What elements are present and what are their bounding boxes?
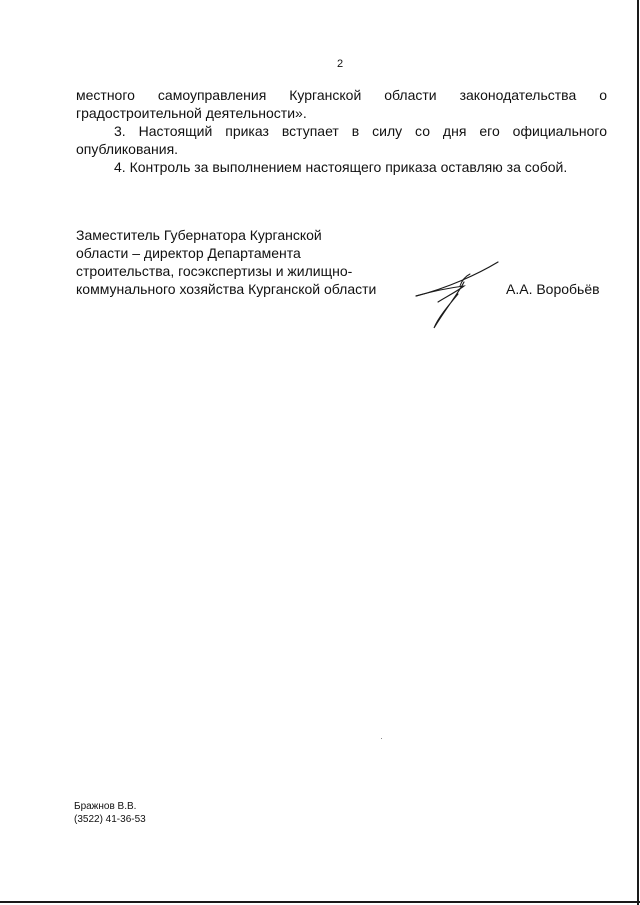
clause-4: 4. Контроль за выполнением настоящего приказа оставляю за собой. <box>114 159 568 175</box>
handwritten-signature <box>408 258 508 334</box>
executor-footer <box>74 800 146 826</box>
scan-edge-right <box>637 0 639 905</box>
document-body <box>76 86 607 176</box>
scan-edge-bottom <box>0 901 640 903</box>
clause-3-line-1: 3. Настоящий приказ вступает в силу со дня его официального <box>114 123 607 139</box>
clause-3-line-2: опубликования. <box>76 141 179 157</box>
signatory-title-line-4: коммунального хозяйства Курганской области <box>76 281 377 297</box>
signatory-title-line-2: области – директор Департамента <box>76 245 301 261</box>
signatory-name: А.А. Воробьёв <box>506 281 600 297</box>
body-line-2: градостроительной деятельности». <box>76 105 307 121</box>
signatory-title-line-1: Заместитель Губернатора Курганской <box>76 227 322 243</box>
executor-name: Бражнов В.В. <box>74 801 137 812</box>
scan-speck <box>381 738 382 739</box>
signatory-title-line-3: строительства, госэкспертизы и жилищно- <box>76 263 353 279</box>
executor-phone: (3522) 41-36-53 <box>74 814 146 825</box>
page-number: 2 <box>336 58 344 70</box>
signatory-title <box>76 226 416 298</box>
body-line-1: местного самоуправления Курганской области законодательства о <box>76 87 607 103</box>
